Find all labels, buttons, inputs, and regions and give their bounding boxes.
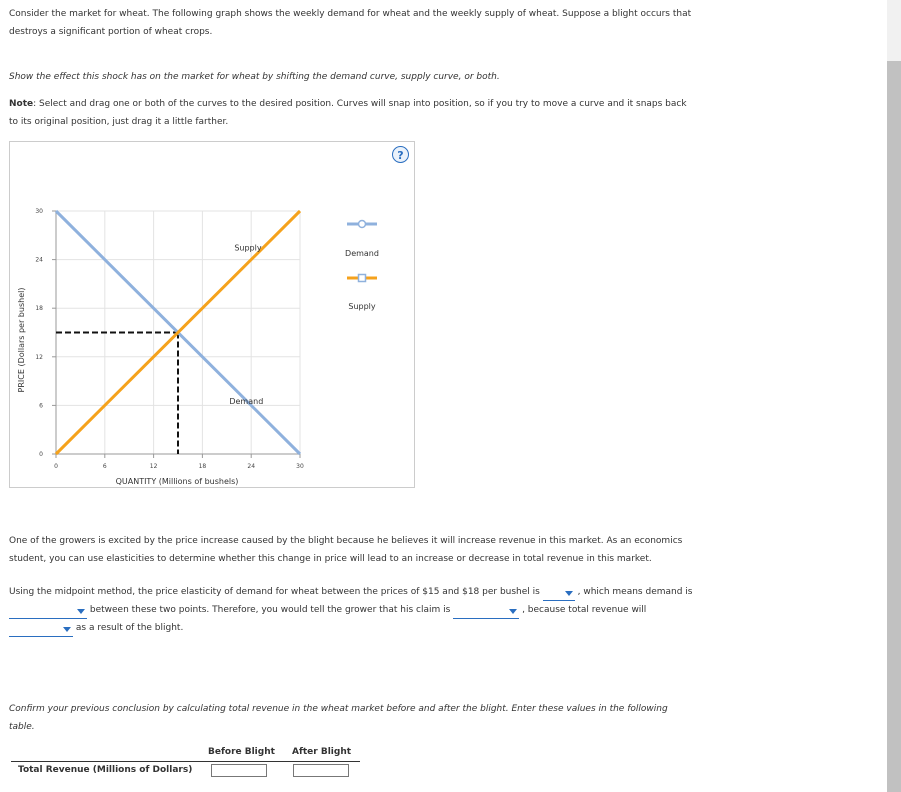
table-header-before: Before Blight xyxy=(208,747,275,757)
x-tick-label: 30 xyxy=(296,463,304,470)
confirm-line-1: Confirm your previous conclusion by calculating total revenue in the wheat market before and after the blight. Enter these values in the following xyxy=(9,704,668,714)
chart-legend xyxy=(345,221,379,312)
question2-line-1 xyxy=(9,583,729,601)
help-icon[interactable]: ? xyxy=(392,146,409,163)
y-axis-label: PRICE (Dollars per bushel) xyxy=(17,287,26,393)
before-blight-input[interactable] xyxy=(211,764,267,777)
intro-line-1: Consider the market for wheat. The following graph shows the weekly demand for wheat and the weekly supply of wheat. Suppose a blight occurs that xyxy=(9,9,692,19)
y-tick-label: 24 xyxy=(35,256,43,264)
y-tick-label: 30 xyxy=(35,208,43,215)
y-tick-label: 18 xyxy=(35,305,43,313)
question1-line-1: One of the growers is excited by the price increase caused by the blight because he believes it will increase revenue in this market. As an economics xyxy=(9,536,683,546)
y-tick-label: 12 xyxy=(35,353,43,361)
after-blight-input[interactable] xyxy=(293,764,349,777)
question2-part-5: as a result of the blight. xyxy=(75,623,184,633)
square-marker-icon xyxy=(359,275,366,282)
legend-demand[interactable] xyxy=(345,221,379,259)
instruction-line: Show the effect this shock has on the market for wheat by shifting the demand curve, supply curve, or both. xyxy=(9,72,500,82)
question2-part-1: Using the midpoint method, the price elasticity of demand for wheat between the prices of $15 and $18 per bushel is xyxy=(9,587,540,597)
question2-text xyxy=(9,583,729,637)
table-divider xyxy=(11,761,360,762)
confirm-line-2: table. xyxy=(9,722,35,732)
chevron-down-icon xyxy=(77,609,85,614)
confirm-text xyxy=(9,700,729,736)
demand-type-dropdown[interactable] xyxy=(9,606,87,619)
supply-demand-chart xyxy=(0,0,420,492)
legend-demand-label: Demand xyxy=(345,249,379,258)
x-axis-label: QUANTITY (Millions of bushels) xyxy=(115,477,239,486)
claim-dropdown[interactable] xyxy=(453,606,519,619)
note-line-1-text: : Select and drag one or both of the curves to the desired position. Curves will snap into position, so if you try to move a curve and it snaps back xyxy=(33,99,687,109)
question2-part-4: , because total revenue will xyxy=(522,605,647,615)
chevron-down-icon xyxy=(63,627,71,632)
question2-line-3 xyxy=(9,619,729,637)
question2-part-2: , which means demand is xyxy=(577,587,693,597)
table-header-after: After Blight xyxy=(292,747,352,757)
revenue-change-dropdown[interactable] xyxy=(9,624,73,637)
note-label: Note xyxy=(9,99,34,109)
y-tick-label: 6 xyxy=(39,402,43,410)
question1-text xyxy=(9,532,729,568)
curve-labels xyxy=(229,244,263,406)
legend-supply[interactable] xyxy=(347,275,377,312)
intro-line-2: destroys a significant portion of wheat crops. xyxy=(9,27,213,37)
chevron-down-icon xyxy=(509,609,517,614)
question2-part-3: between these two points. Therefore, you would tell the grower that his claim is xyxy=(89,605,451,615)
x-tick-label: 12 xyxy=(149,463,158,470)
x-tick-label: 24 xyxy=(247,463,256,470)
note-line-2: to its original position, just drag it a little farther. xyxy=(9,117,229,127)
chevron-down-icon xyxy=(565,591,573,596)
question1-line-2: student, you can use elasticities to determine whether this change in price will lead to an increase or decrease in total revenue in this market. xyxy=(9,554,652,564)
scrollbar-thumb[interactable] xyxy=(887,61,901,792)
circle-marker-icon xyxy=(359,221,366,228)
demand-curve-label: Demand xyxy=(229,396,264,406)
x-tick-label: 0 xyxy=(54,463,58,470)
x-tick-label: 18 xyxy=(198,463,207,470)
elasticity-dropdown[interactable] xyxy=(543,588,575,601)
question2-line-2 xyxy=(9,601,729,619)
table-row-label: Total Revenue (Millions of Dollars) xyxy=(18,765,193,775)
legend-supply-label: Supply xyxy=(348,302,376,311)
y-tick-label: 0 xyxy=(39,451,43,458)
supply-curve-label: Supply xyxy=(234,243,262,253)
x-tick-label: 6 xyxy=(102,463,107,470)
